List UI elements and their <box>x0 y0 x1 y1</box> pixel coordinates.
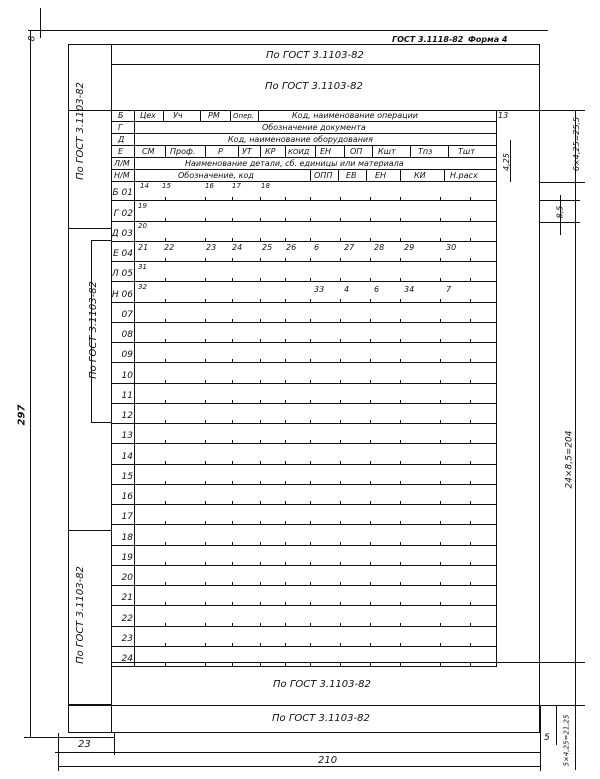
form-number: Форма 4 <box>468 35 508 44</box>
row-label: 23 <box>121 633 133 644</box>
cell-24: 24 <box>232 243 243 252</box>
table-row <box>111 647 496 667</box>
cell-25: 25 <box>262 243 273 252</box>
row-label: 15 <box>121 471 133 482</box>
hdr-uch: Уч <box>173 111 183 120</box>
row-label: Е 04 <box>113 249 133 259</box>
hdr-tpz: Тпз <box>418 147 433 156</box>
cell-32: 32 <box>138 283 147 291</box>
hdr-ev: ЕВ <box>346 171 357 180</box>
table-row <box>111 201 496 221</box>
cell-20: 20 <box>138 222 147 230</box>
row-label: Н 06 <box>111 289 133 300</box>
table-row <box>111 627 496 647</box>
row-label: Л 05 <box>111 269 133 280</box>
table-row <box>111 546 496 566</box>
table-row <box>111 606 496 626</box>
hdr-kr: КР <box>265 147 276 156</box>
hdr-op: ОП <box>350 147 363 156</box>
cell-22: 22 <box>164 243 175 252</box>
cell-15: 15 <box>162 182 171 190</box>
hdr-num-13: 13 <box>498 111 509 120</box>
row-label: 09 <box>121 350 133 361</box>
row-label: 12 <box>121 411 133 421</box>
table-row <box>111 424 496 444</box>
table-row <box>111 262 496 282</box>
row-label: 24 <box>121 654 133 664</box>
table-row <box>111 586 496 606</box>
hdr-prof: Проф. <box>170 147 196 156</box>
bottom-main-box: По ГОСТ 3.1103-82 <box>273 679 371 690</box>
dim-width-total: 210 <box>318 755 338 766</box>
cell-34: 34 <box>404 285 415 294</box>
row-label: 10 <box>121 370 133 381</box>
cell-17: 17 <box>232 182 241 190</box>
table-row <box>111 343 496 363</box>
row-label: Б 01 <box>112 188 133 199</box>
hdr-en2: ЕН <box>375 171 387 180</box>
side-label-bottom: По ГОСТ 3.1103-82 <box>74 566 86 664</box>
cell-16: 16 <box>205 182 214 190</box>
hdr-lm: Л/М <box>114 159 130 168</box>
side-label-top: По ГОСТ 3.1103-82 <box>74 82 86 180</box>
top-small-box: По ГОСТ 3.1103-82 <box>266 50 364 61</box>
row-label: 07 <box>121 309 133 320</box>
cell-33: 33 <box>314 285 325 294</box>
cell-6b: 6 <box>374 285 380 294</box>
table-row <box>111 505 496 525</box>
hdr-oper: Опер. <box>233 112 255 120</box>
cell-19: 19 <box>138 202 147 210</box>
cell-28: 28 <box>374 243 385 252</box>
table-row <box>111 444 496 464</box>
bottom-small-box: По ГОСТ 3.1103-82 <box>272 713 370 724</box>
hdr-g: Г <box>118 123 123 132</box>
hdr-e: Е <box>118 147 124 156</box>
hdr-sm: СМ <box>142 147 155 156</box>
dim-right-margin: 5 <box>544 733 550 743</box>
cell-4: 4 <box>344 285 350 294</box>
cell-6a: 6 <box>314 243 320 252</box>
table-row <box>111 465 496 485</box>
hdr-document: Обозначение документа <box>262 123 366 132</box>
row-label: 16 <box>121 492 133 502</box>
hdr-tsht: Тшт <box>458 147 475 156</box>
dim-bottom-block: 5×4,25=21,25 <box>562 714 571 767</box>
hdr-nrash: Н.расх <box>450 171 478 180</box>
dim-row-height: 8,5 <box>555 205 565 219</box>
table-row <box>111 525 496 545</box>
dim-left-margin: 23 <box>78 739 91 750</box>
hdr-equipment: Код, наименование оборудования <box>228 135 373 144</box>
row-label: 11 <box>121 390 133 401</box>
cell-21: 21 <box>138 243 149 252</box>
table-row <box>111 404 496 424</box>
hdr-d: Д <box>118 135 125 144</box>
hdr-operation: Код, наименование операции <box>292 111 418 120</box>
table-row <box>111 485 496 505</box>
table-row <box>111 282 496 302</box>
row-label: 13 <box>121 431 133 442</box>
cell-7: 7 <box>446 285 452 294</box>
table-row <box>111 384 496 404</box>
hdr-koid: КОИД <box>288 148 310 156</box>
row-label: 20 <box>121 573 133 583</box>
hdr-nm: Н/М <box>114 171 130 180</box>
side-label-mid: По ГОСТ 3.1103-82 <box>87 281 99 379</box>
row-label: 18 <box>121 532 133 543</box>
row-label: Г 02 <box>113 208 133 219</box>
row-label: 19 <box>121 552 133 563</box>
row-label: Д 03 <box>111 228 133 239</box>
hdr-ki: КИ <box>414 171 426 180</box>
cell-27: 27 <box>344 243 355 252</box>
cell-30: 30 <box>446 243 457 252</box>
hdr-designation: Обозначение, код <box>178 171 254 180</box>
table-row <box>111 363 496 383</box>
cell-29: 29 <box>404 243 415 252</box>
row-label: 22 <box>121 613 133 624</box>
hdr-b: Б <box>118 111 124 120</box>
cell-18: 18 <box>261 182 270 190</box>
row-label: 21 <box>121 593 133 604</box>
hdr-r: Р <box>218 147 223 156</box>
table-row <box>111 222 496 242</box>
cell-26: 26 <box>286 243 297 252</box>
dim-height-total: 297 <box>16 404 28 426</box>
dim-header-row: 4,25 <box>501 153 511 171</box>
dim-body-block: 24×8,5=204 <box>564 430 575 489</box>
top-main-box: По ГОСТ 3.1103-82 <box>265 81 363 92</box>
hdr-detail-name: Наименование детали, сб. единицы или материала <box>185 159 404 168</box>
dim-top-left: 8 <box>27 35 38 42</box>
table-row <box>111 323 496 343</box>
hdr-tsekh: Цех <box>140 111 156 120</box>
row-label: 08 <box>121 330 133 340</box>
cell-23: 23 <box>206 243 217 252</box>
cell-31: 31 <box>138 263 147 271</box>
hdr-rm: РМ <box>208 111 220 120</box>
row-label: 14 <box>121 451 133 462</box>
hdr-opp: ОПП <box>314 171 333 180</box>
hdr-en: ЕН <box>320 147 332 156</box>
table-row <box>111 303 496 323</box>
row-label: 17 <box>121 512 133 523</box>
hdr-ksht: Кшт <box>378 147 396 156</box>
standard-code: ГОСТ 3.1118-82 <box>392 35 464 44</box>
hdr-ut: УТ <box>242 147 252 156</box>
dim-header-block: 6×4,25=25,5 <box>572 116 582 172</box>
table-row <box>111 566 496 586</box>
cell-14: 14 <box>140 182 149 190</box>
